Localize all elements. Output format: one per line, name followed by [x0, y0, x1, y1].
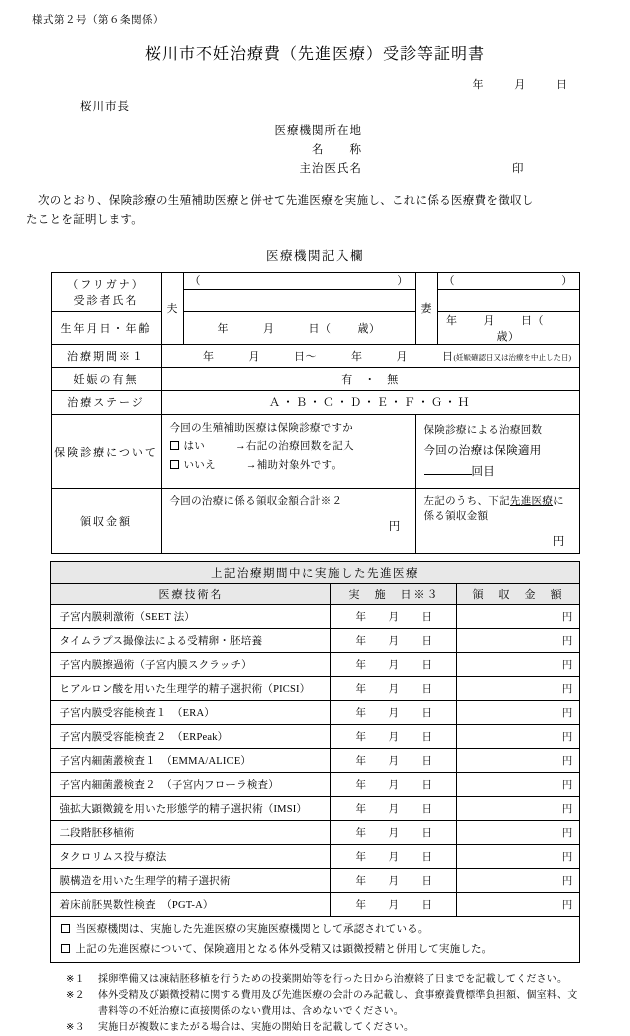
- paren-open: （: [443, 275, 455, 288]
- treatment-date-field[interactable]: [331, 749, 457, 773]
- name-label-cell: [51, 272, 161, 311]
- footnote-1: [66, 972, 608, 988]
- period-month: 月: [248, 350, 260, 363]
- treatment-name: 膜構造を用いた生理学的精子選択術: [51, 869, 331, 893]
- insurance-count-prefix: 今回の治療は保険適用: [423, 444, 542, 457]
- period-note: (妊娠確認日又は治療を中止した日): [453, 352, 571, 362]
- table-row-insurance: [51, 414, 579, 488]
- treatment-date-field[interactable]: [331, 725, 457, 749]
- advanced-declaration-row: [51, 917, 579, 963]
- treatment-name: タイムラプス撮像法による受精卵・胚培養: [51, 629, 331, 653]
- table-row-stage: [51, 390, 579, 414]
- footnote-text: 採卵準備又は凍結胚移植を行うための投薬開始等を行った日から治療終了日までを記載してください。: [98, 974, 568, 986]
- table-row-name: [51, 272, 579, 311]
- column-header-name: 医療技術名: [51, 584, 331, 605]
- date-month: 月: [388, 900, 400, 912]
- treatment-name: 子宮内膜擦過術（子宮内膜スクラッチ）: [51, 653, 331, 677]
- insurance-option-no-note: →補助対象外です。: [245, 459, 343, 471]
- date-month: 月: [388, 684, 400, 696]
- date-year: 年: [355, 636, 367, 648]
- date-year: 年: [355, 708, 367, 720]
- patient-name-label: 受診者氏名: [73, 294, 139, 307]
- wife-furigana-field[interactable]: [438, 273, 579, 290]
- receipt-total-caption: 今回の治療に係る領収金額合計※２: [169, 496, 343, 508]
- table-row: [51, 629, 579, 653]
- seal-label: 印: [512, 163, 525, 175]
- treatment-amount-field[interactable]: 円: [457, 725, 579, 749]
- date-year: 年: [355, 780, 367, 792]
- treatment-amount-field[interactable]: 円: [457, 797, 579, 821]
- treatment-date-field[interactable]: [331, 653, 457, 677]
- date-day: 日: [421, 780, 433, 792]
- treatment-date-field[interactable]: [331, 821, 457, 845]
- footnote-mark: ※１: [66, 974, 85, 986]
- date-day: 日: [421, 636, 433, 648]
- checkbox-icon[interactable]: [61, 924, 70, 933]
- table-row: [51, 893, 579, 917]
- footnote-text: 体外受精及び顕微授精に関する費用及び先進医療の会計のみ記載し、食事療養費標準負担額、個室料、文: [98, 990, 578, 1002]
- receipt-caption-part-2: に係る領収金額: [423, 496, 564, 523]
- insurance-option-no[interactable]: [170, 457, 409, 475]
- date-month: 月: [388, 852, 400, 864]
- treatment-amount-field[interactable]: 円: [457, 773, 579, 797]
- stage-label-cell: 治療ステージ: [51, 390, 161, 414]
- husband-tag: 夫: [161, 272, 183, 344]
- date-day: 日: [421, 852, 433, 864]
- wife-birth-cell[interactable]: [437, 311, 579, 344]
- period-year: 年: [203, 350, 215, 363]
- date-year: 年: [355, 876, 367, 888]
- birth-month: 月: [483, 314, 495, 327]
- insurance-question-cell: [161, 414, 415, 488]
- furigana-label: （フリガナ）: [67, 278, 145, 291]
- insurance-count-input[interactable]: [424, 474, 472, 475]
- wife-name-cell[interactable]: [437, 272, 579, 311]
- table-row: [51, 845, 579, 869]
- date-year: 年: [355, 828, 367, 840]
- statement-line-2: たことを証明します。: [26, 213, 144, 226]
- footnote-2-continuation: 書料等の不妊治療に直接関係のない費用は、含めないでください。: [98, 1006, 404, 1018]
- date-day: 日: [421, 804, 433, 816]
- date-month: 月: [388, 756, 400, 768]
- period-label-cell: 治療期間※１: [51, 344, 161, 367]
- table-row: [51, 725, 579, 749]
- period-day-to: 日: [442, 350, 454, 363]
- treatment-amount-field[interactable]: 円: [457, 749, 579, 773]
- insurance-count-cell: [415, 414, 579, 488]
- treatment-name: 強拡大顕微鏡を用いた形態学的精子選択術（IMSI）: [51, 797, 331, 821]
- date-month: 月: [388, 612, 400, 624]
- period-day-from: 日～: [294, 350, 317, 363]
- institution-name-label: 名 称: [312, 144, 362, 156]
- date-day: 日: [421, 732, 433, 744]
- treatment-date-field[interactable]: [331, 701, 457, 725]
- footnote-text: 実施日が複数にまたがる場合は、実施の開始日を記載してください。: [98, 1022, 415, 1034]
- institution-address-label: 医療機関所在地: [274, 125, 362, 137]
- treatment-name: 子宮内膜刺激術（SEET 法）: [51, 605, 331, 629]
- birth-label-cell: 生年月日・年齢: [51, 311, 161, 344]
- husband-name-field[interactable]: [184, 290, 415, 310]
- treatment-amount-field[interactable]: 円: [457, 653, 579, 677]
- table-row: [51, 677, 579, 701]
- addressee: 桜川市長: [80, 101, 130, 113]
- doctor-name-row: [22, 160, 608, 176]
- treatment-name: 子宮内膜受容能検査１ （ERA）: [51, 701, 331, 725]
- issue-date-day: 日: [556, 79, 568, 91]
- table-row: [51, 653, 579, 677]
- table-row: [51, 869, 579, 893]
- declaration-label-2: 上記の先進医療について、保険適用となる体外受精又は顕微授精と併用して実施した。: [75, 943, 493, 955]
- checkbox-icon[interactable]: [61, 944, 70, 953]
- statement-line-1: 次のとおり、保険診療の生殖補助医療と併せて先進医療を実施し、これに係る医療費を徴収し: [38, 195, 534, 207]
- checkbox-icon[interactable]: [170, 441, 179, 450]
- treatment-date-field[interactable]: [331, 605, 457, 629]
- treatment-amount-field[interactable]: 円: [457, 893, 579, 917]
- certification-statement: [26, 192, 604, 230]
- date-year: 年: [355, 852, 367, 864]
- treatment-name: ヒアルロン酸を用いた生理学的精子選択術（PICSI）: [51, 677, 331, 701]
- patient-info-table: [51, 272, 580, 554]
- period-value-cell[interactable]: [161, 344, 579, 367]
- receipt-advanced-unit: 円: [552, 536, 565, 549]
- treatment-name: 着床前胚異数性検査 （PGT-A）: [51, 893, 331, 917]
- treatment-amount-field[interactable]: 円: [457, 677, 579, 701]
- institution-address-row: [22, 122, 608, 138]
- wife-name-field[interactable]: [438, 290, 579, 310]
- footnote-mark: ※３: [66, 1022, 85, 1034]
- receipt-advanced-cell[interactable]: [415, 489, 579, 554]
- declaration-item-1[interactable]: [61, 920, 572, 939]
- issue-date-line: [22, 76, 568, 92]
- date-day: 日: [421, 684, 433, 696]
- insurance-option-no-label: いいえ: [183, 459, 216, 471]
- receipt-total-unit: 円: [388, 521, 401, 534]
- paren-open: （: [189, 275, 201, 288]
- doctor-name-label: 主治医氏名: [299, 163, 362, 175]
- birth-day: 日（: [308, 322, 332, 335]
- footnote-2: [66, 988, 608, 1004]
- treatment-date-field[interactable]: [331, 629, 457, 653]
- treatment-name: 子宮内膜受容能検査２ （ERPeak）: [51, 725, 331, 749]
- column-header-amount: 領 収 金 額: [457, 584, 579, 605]
- date-month: 月: [388, 876, 400, 888]
- advanced-header-row: [51, 584, 579, 605]
- table-row-receipt: [51, 489, 579, 554]
- date-day: 日: [421, 900, 433, 912]
- paren-close: ）: [397, 275, 409, 288]
- footnote-mark: ※２: [66, 990, 85, 1002]
- husband-furigana-field[interactable]: [184, 273, 415, 290]
- insurance-option-yes-note: →右記の治療回数を記入: [235, 441, 354, 453]
- insurance-question: 今回の生殖補助医療は保険診療ですか: [169, 422, 354, 434]
- table-row: [51, 821, 579, 845]
- period-year-2: 年: [351, 350, 363, 363]
- husband-name-cell[interactable]: [183, 272, 415, 311]
- advanced-table-title: 上記治療期間中に実施した先進医療: [51, 562, 579, 584]
- date-month: 月: [388, 780, 400, 792]
- birth-year: 年: [217, 322, 229, 335]
- treatment-name: 子宮内細菌叢検査１ （EMMA/ALICE）: [51, 749, 331, 773]
- treatment-amount-field[interactable]: 円: [457, 821, 579, 845]
- table-row: [51, 605, 579, 629]
- treatment-amount-field[interactable]: 円: [457, 701, 579, 725]
- date-day: 日: [421, 756, 433, 768]
- table-row: [51, 701, 579, 725]
- date-year: 年: [355, 900, 367, 912]
- footnote-3: [66, 1020, 608, 1036]
- date-day: 日: [421, 708, 433, 720]
- insurance-count-label: 保険診療による治療回数: [423, 424, 543, 436]
- birth-age: 歳）: [357, 322, 381, 335]
- period-month-2: 月: [396, 350, 408, 363]
- treatment-date-field[interactable]: [331, 845, 457, 869]
- birth-age: 歳）: [496, 330, 520, 343]
- advanced-title-row: [51, 562, 579, 584]
- date-day: 日: [421, 612, 433, 624]
- receipt-advanced-caption: [424, 493, 571, 523]
- treatment-name: 二段階胚移植術: [51, 821, 331, 845]
- declaration-item-2[interactable]: [61, 940, 572, 959]
- footnotes: [66, 972, 608, 1036]
- date-month: 月: [388, 732, 400, 744]
- birth-month: 月: [263, 322, 275, 335]
- form-number: 様式第２号（第６条関係）: [32, 15, 164, 26]
- insurance-count-sentence[interactable]: [424, 441, 573, 482]
- receipt-caption-part-1: 左記のうち、下記: [423, 496, 510, 508]
- date-year: 年: [355, 732, 367, 744]
- pregnancy-options-cell[interactable]: 有 ・ 無: [161, 367, 579, 390]
- institution-name-row: [22, 141, 608, 157]
- receipt-caption-underlined: 先進医療: [509, 496, 554, 508]
- treatment-amount-field[interactable]: 円: [457, 605, 579, 629]
- treatment-date-field[interactable]: [331, 893, 457, 917]
- table-row-period: [51, 344, 579, 367]
- institution-block: [22, 122, 608, 176]
- treatment-amount-field[interactable]: 円: [457, 869, 579, 893]
- insurance-label-cell: 保険診療について: [51, 414, 161, 488]
- date-year: 年: [355, 756, 367, 768]
- receipt-label-cell: 領収金額: [51, 489, 161, 554]
- checkbox-icon[interactable]: [170, 460, 179, 469]
- issue-date-month: 月: [514, 79, 527, 91]
- treatment-date-field[interactable]: [331, 869, 457, 893]
- receipt-total-cell[interactable]: [161, 489, 415, 554]
- stage-options-cell[interactable]: Ａ・Ｂ・Ｃ・Ｄ・Ｅ・Ｆ・Ｇ・Ｈ: [161, 390, 579, 414]
- date-month: 月: [388, 708, 400, 720]
- paren-close: ）: [561, 275, 573, 288]
- insurance-option-yes-label: はい: [183, 441, 206, 453]
- table-row: [51, 797, 579, 821]
- insurance-count-suffix: 回目: [471, 465, 496, 478]
- table-row: [51, 749, 579, 773]
- treatment-name: タクロリムス投与療法: [51, 845, 331, 869]
- date-day: 日: [421, 876, 433, 888]
- husband-birth-cell[interactable]: [183, 311, 415, 344]
- date-year: 年: [355, 660, 367, 672]
- table-row-pregnancy: [51, 367, 579, 390]
- table-row-birth: [51, 311, 579, 344]
- document-title: 桜川市不妊治療費（先進医療）受診等証明書: [144, 46, 485, 63]
- date-year: 年: [355, 804, 367, 816]
- treatment-date-field[interactable]: [331, 677, 457, 701]
- wife-tag: 妻: [415, 272, 437, 344]
- date-month: 月: [388, 636, 400, 648]
- date-year: 年: [355, 612, 367, 624]
- table-row: [51, 773, 579, 797]
- treatment-name: 子宮内細菌叢検査２ （子宮内フローラ検査）: [51, 773, 331, 797]
- declaration-label-1: 当医療機関は、実施した先進医療の実施医療機関として承認されている。: [75, 924, 429, 936]
- date-month: 月: [388, 660, 400, 672]
- section-title: 医療機関記入欄: [265, 248, 364, 263]
- issue-date-year: 年: [472, 79, 485, 91]
- birth-year: 年: [446, 314, 458, 327]
- column-header-date: 実 施 日※３: [331, 584, 457, 605]
- date-day: 日: [421, 828, 433, 840]
- pregnancy-label-cell: 妊娠の有無: [51, 367, 161, 390]
- treatment-date-field[interactable]: [331, 797, 457, 821]
- treatment-amount-field[interactable]: 円: [457, 845, 579, 869]
- treatment-amount-field[interactable]: 円: [457, 629, 579, 653]
- date-day: 日: [421, 660, 433, 672]
- insurance-option-yes[interactable]: [170, 438, 409, 456]
- date-month: 月: [388, 828, 400, 840]
- date-month: 月: [388, 804, 400, 816]
- treatment-date-field[interactable]: [331, 773, 457, 797]
- date-year: 年: [355, 684, 367, 696]
- advanced-declarations: [51, 917, 579, 963]
- birth-day: 日（: [521, 314, 544, 327]
